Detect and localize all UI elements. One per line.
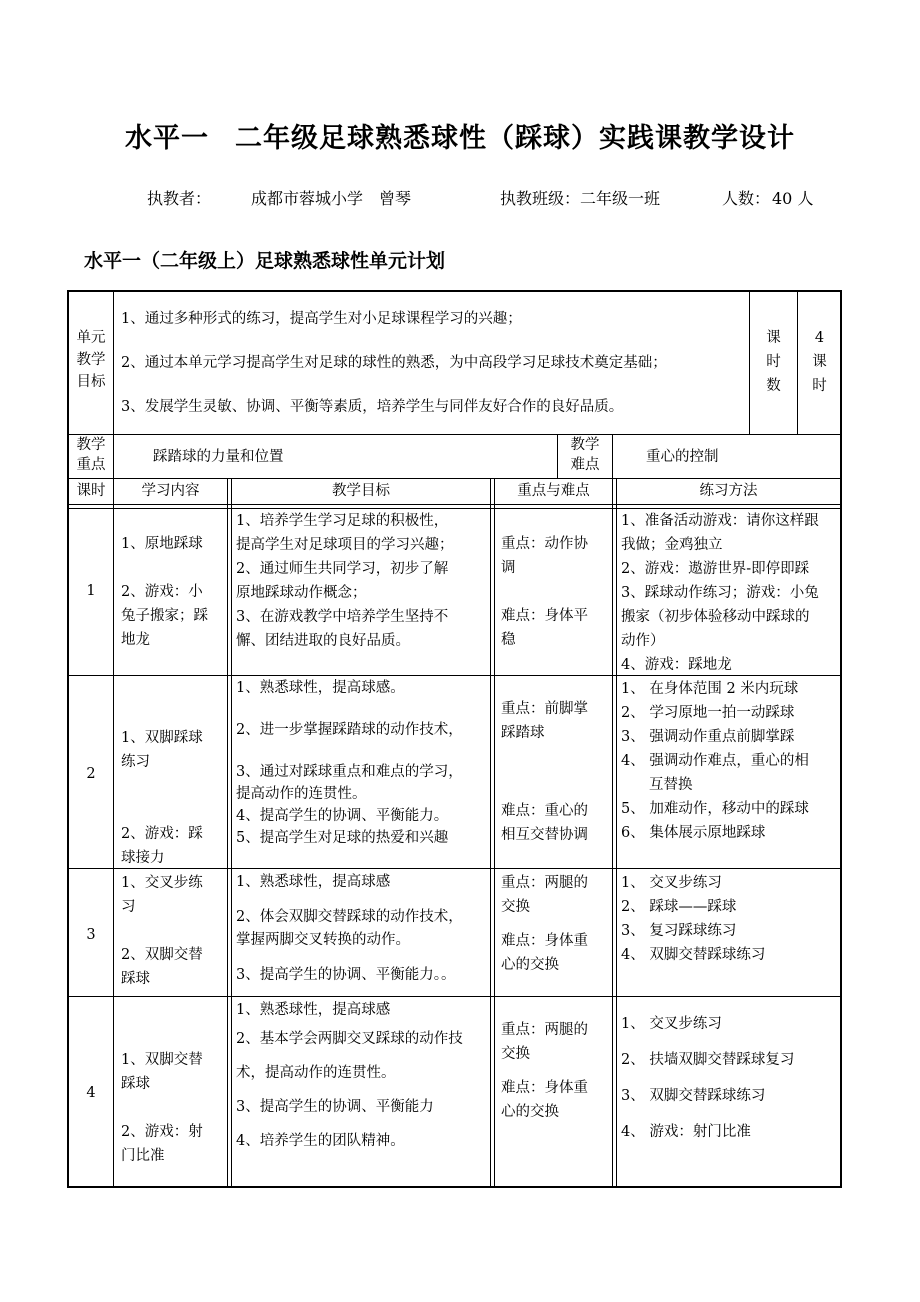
table-divider	[227, 478, 228, 1188]
teaching-key-point: 踩踏球的力量和位置	[153, 449, 284, 465]
teacher-value: 成都市蓉城小学 曾琴	[251, 189, 412, 208]
hours-label: 课 时 数	[766, 330, 781, 394]
header-keydiff: 重点与难点	[517, 483, 590, 499]
header-content: 学习内容	[141, 483, 200, 499]
unit-plan-subtitle: 水平一（二年级上）足球熟悉球性单元计划	[84, 250, 446, 272]
unit-goals	[121, 308, 746, 418]
table-divider	[612, 478, 613, 1188]
header-lesson: 课时	[76, 483, 106, 499]
header-method: 练习方法	[699, 483, 758, 499]
unit-goal: 2、通过本单元学习提高学生对足球的球性的熟悉，为中高段学习足球技术奠定基础；	[121, 355, 667, 371]
row-objectives: 1、熟悉球性，提高球感 2、体会双脚交替踩球的动作技术， 掌握两脚交叉转换的动作。 3、提高学生的协调、平衡能力。。	[236, 874, 463, 983]
hours-value: 4 课 时	[812, 330, 827, 394]
row-objectives: 1、培养学生学习足球的积极性， 提高学生对足球项目的学习兴趣； 2、通过师生共同学习，初步了解 原地踩球动作概念； 3、在游戏教学中培养学生坚持不 懈、团结进取的良好品质。	[236, 513, 454, 649]
page-title	[0, 116, 920, 155]
count-label: 人数：	[722, 189, 771, 208]
row-method: 1、准备活动游戏：请你这样跟 我做；金鸡独立 2、游戏：遨游世界-即停即踩 3、踩球动作练习；游戏：小兔 搬家（初步体验移动中踩球的 动作） 4、游戏：踩地龙	[621, 513, 819, 673]
teaching-difficulty: 重心的控制	[646, 449, 719, 465]
row-keydiff: 重点：动作协 调 难点：身体平 稳	[501, 536, 588, 648]
unit-goal: 3、发展学生灵敏、协调、平衡等素质，培养学生与同伴友好合作的良好品质。	[121, 399, 624, 415]
row-content: 1、交叉步练 习 2、双脚交替 踩球	[121, 875, 203, 987]
goal-label: 单元 教学 目标	[76, 330, 106, 390]
table-divider	[67, 434, 842, 435]
table-divider	[113, 290, 114, 1188]
lesson-number: 4	[86, 1085, 96, 1101]
title-level: 水平一	[125, 123, 209, 154]
table-divider	[231, 478, 232, 1188]
row-keydiff: 重点：两腿的 交换 难点：身体重 心的交换	[501, 875, 588, 973]
lesson-number: 3	[86, 927, 96, 943]
count-value: 40 人	[772, 189, 814, 208]
row-content: 1、双脚交替 踩球 2、游戏：射 门比准	[121, 1052, 203, 1164]
row-method: 1、 交叉步练习 2、 踩球——踩球 3、 复习踩球练习 4、 双脚交替踩球练习	[621, 875, 766, 963]
header-objectives: 教学目标	[332, 483, 390, 499]
row-keydiff: 重点：前脚掌 踩踏球 难点：重心的 相互交替协调	[501, 701, 588, 843]
class-value: 二年级一班	[580, 189, 661, 208]
row-content: 1、双脚踩球 练习 2、游戏：踩 球接力	[121, 730, 203, 866]
row-content: 1、原地踩球 2、游戏：小 兔子搬家；踩 地龙	[121, 536, 208, 648]
table-divider	[612, 434, 613, 478]
row-objectives: 1、熟悉球性，提高球感。 2、进一步掌握踩踏球的动作技术， 3、通过对踩球重点和难点的学习， 提高动作的连贯性。 4、提高学生的协调、平衡能力。 5、提高学生对足球的热爱和兴趣	[236, 680, 463, 846]
row-keydiff: 重点：两腿的 交换 难点：身体重 心的交换	[501, 1022, 588, 1120]
table-divider	[616, 478, 617, 1188]
unit-goal: 1、通过多种形式的练习，提高学生对小足球课程学习的兴趣；	[121, 311, 522, 327]
table-divider	[67, 996, 842, 997]
key-label: 教学 重点	[76, 437, 106, 473]
lesson-number: 1	[86, 583, 96, 599]
table-divider	[67, 504, 842, 505]
row-objectives: 1、熟悉球性，提高球感 2、基本学会两脚交叉踩球的动作技 术，提高动作的连贯性。 3、提高学生的协调、平衡能力 4、培养学生的团队精神。	[236, 1002, 463, 1149]
table-divider	[490, 478, 491, 1188]
teacher-label: 执教者：	[147, 189, 212, 208]
difficulty-label: 教学 难点	[570, 437, 600, 473]
lesson-number: 2	[86, 766, 96, 782]
row-method: 1、 交叉步练习 2、 扶墙双脚交替踩球复习 3、 双脚交替踩球练习 4、 游戏：射门比准	[621, 1016, 795, 1140]
title-main: 二年级足球熟悉球性（踩球）实践课教学设计	[235, 123, 795, 154]
class-label: 执教班级：	[500, 189, 581, 208]
row-method: 1、 在身体范围 2 米内玩球 2、 学习原地一拍一动踩球 3、 强调动作重点前脚掌踩 4、 强调动作难点，重心的相 互替换 5、 加难动作，移动中的踩球 6、 集体展示原地踩球	[621, 681, 809, 841]
table-divider	[494, 478, 495, 1188]
